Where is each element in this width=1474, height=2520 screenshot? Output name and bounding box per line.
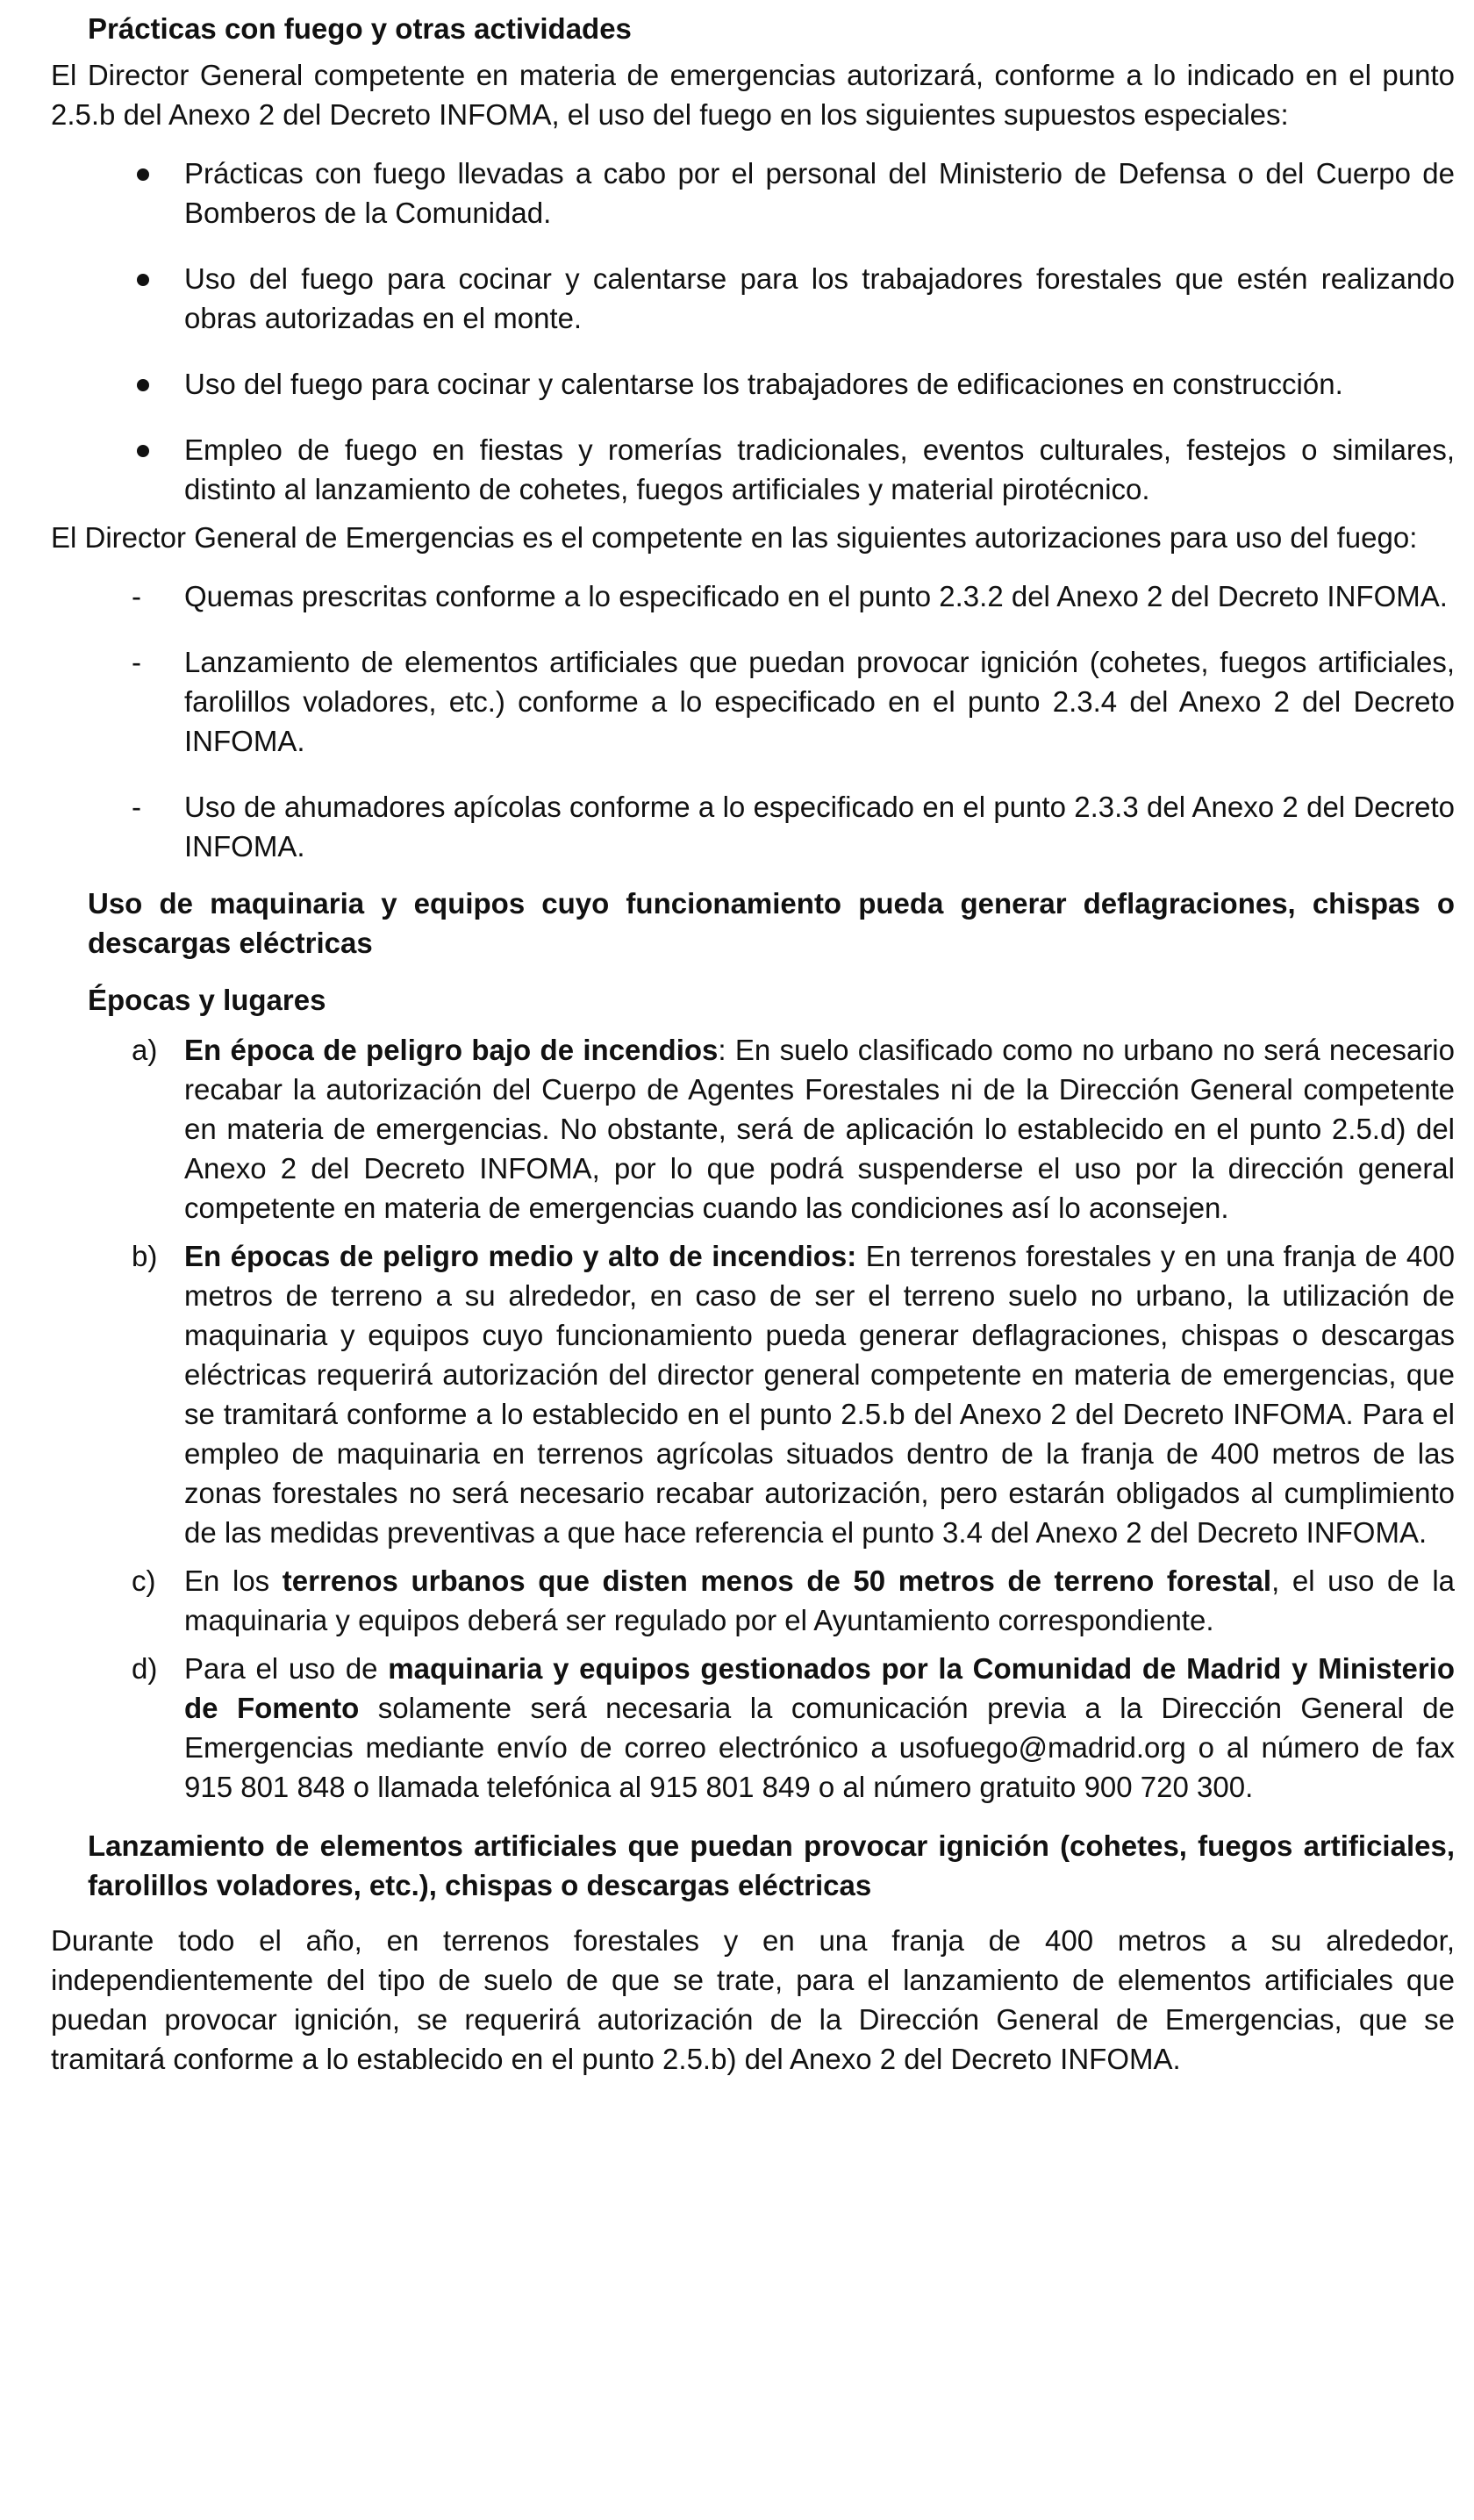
bullet-list — [51, 154, 1455, 509]
bullet-text: Prácticas con fuego llevadas a cabo por el personal del Ministerio de Defensa o del Cuerpo de Bomberos de la Comunidad. — [184, 157, 1455, 229]
item-bold: maquinaria y equipos gestionados por la Comunidad de Madrid y Ministerio de Fomento — [184, 1652, 1456, 1724]
section-intro: El Director General competente en materia de emergencias autorizará, conforme a lo indicado en el punto 2.5.b del Anexo 2 del Decreto INFOMA, el uso del fuego en los siguientes supuestos especiales: — [51, 59, 1455, 131]
dash-text: Quemas prescritas conforme a lo especificado en el punto 2.3.2 del Anexo 2 del Decreto INFOMA. — [184, 580, 1448, 612]
dash-item — [51, 576, 1455, 616]
section-body-lanzamiento: Durante todo el año, en terrenos forestales y en una franja de 400 metros a su alrededor, independientemente del tipo de suelo de que se trate, para el lanzamiento de elementos artificiales que puedan provocar ignición, se requerirá autorización de la Dirección General de Emergencias, que se tramitará conforme a lo establecido en el punto 2.5.b) del Anexo 2 del Decreto INFOMA. — [51, 1924, 1455, 2075]
bullet-icon — [137, 274, 149, 286]
bullet-icon — [137, 379, 149, 391]
bullet-item — [51, 364, 1455, 404]
dash-text: Lanzamiento de elementos artificiales que puedan provocar ignición (cohetes, fuegos artificiales, farolillos voladores, etc.) conforme a lo especificado en el punto 2.3.4 del Anexo 2 del Decreto INFOMA. — [184, 646, 1455, 757]
bullet-text: Uso del fuego para cocinar y calentarse los trabajadores de edificaciones en construcción. — [184, 368, 1343, 400]
lettered-item — [51, 1649, 1455, 1807]
item-post: : En suelo clasificado como no urbano no será necesario recabar la autorización del Cuerpo de Agentes Forestales ni de la Dirección General competente en materia de emergencias. No obstante, será de aplicación lo establecido en el punto 2.5.d) del Anexo 2 del Decreto INFOMA, por lo que podrá suspenderse el uso por la dirección general competente en materia de emergencias cuando las condiciones así lo aconsejen. — [184, 1034, 1455, 1224]
section-heading-maquinaria: Uso de maquinaria y equipos cuyo funcionamiento pueda generar deflagraciones, chispas o descargas eléctricas — [88, 887, 1455, 959]
item-marker: a) — [132, 1034, 158, 1066]
dash-marker: - — [132, 791, 141, 823]
item-post: , el uso de la maquinaria y equipos deberá ser regulado por el Ayuntamiento correspondiente. — [184, 1564, 1456, 1636]
dash-item — [51, 787, 1455, 866]
dash-list — [51, 576, 1455, 866]
section-intro-2: El Director General de Emergencias es el competente en las siguientes autorizaciones para uso del fuego: — [51, 521, 1418, 554]
bullet-item — [51, 154, 1455, 233]
dash-marker: - — [132, 580, 141, 612]
lettered-list — [51, 1030, 1455, 1807]
bullet-text: Empleo de fuego en fiestas y romerías tradicionales, eventos culturales, festejos o similares, distinto al lanzamiento de cohetes, fuegos artificiales y material pirotécnico. — [184, 433, 1455, 505]
bullet-item — [51, 430, 1455, 509]
bullet-item — [51, 259, 1455, 338]
item-pre: En los — [184, 1564, 283, 1597]
section-heading-lanzamiento: Lanzamiento de elementos artificiales que puedan provocar ignición (cohetes, fuegos artificiales, farolillos voladores, etc.), chispas o descargas eléctricas — [88, 1829, 1455, 1901]
item-bold: En época de peligro bajo de incendios — [184, 1034, 719, 1066]
lettered-item — [51, 1561, 1455, 1640]
item-marker: b) — [132, 1240, 158, 1272]
item-bold: terrenos urbanos que disten menos de 50 metros de terreno forestal — [282, 1564, 1272, 1597]
dash-text: Uso de ahumadores apícolas conforme a lo especificado en el punto 2.3.3 del Anexo 2 del Decreto INFOMA. — [184, 791, 1455, 863]
bullet-icon — [137, 168, 149, 181]
item-marker: d) — [132, 1652, 158, 1685]
item-bold: En épocas de peligro medio y alto de incendios: — [184, 1240, 857, 1272]
dash-marker: - — [132, 646, 141, 678]
item-pre: Para el uso de — [184, 1652, 389, 1685]
section-heading-practicas: Prácticas con fuego y otras actividades — [88, 12, 632, 45]
item-post: solamente será necesaria la comunicación previa a la Dirección General de Emergencias mediante envío de correo electrónico a usofuego@madrid.org o al número de fax 915 801 848 o llamada telefónica al 915 801 849 o al número gratuito 900 720 300. — [184, 1692, 1455, 1803]
dash-item — [51, 642, 1455, 761]
lettered-item — [51, 1236, 1455, 1552]
subheading-epocas: Épocas y lugares — [88, 984, 326, 1016]
item-marker: c) — [132, 1564, 156, 1597]
bullet-text: Uso del fuego para cocinar y calentarse para los trabajadores forestales que estén realizando obras autorizadas en el monte. — [184, 262, 1455, 334]
item-post: En terrenos forestales y en una franja de 400 metros de terreno a su alrededor, en caso de ser el terreno suelo no urbano, la utilización de maquinaria y equipos cuyo funcionamiento pueda generar deflagraciones, chispas o descargas eléctricas requerirá autorización del director general competente en materia de emergencias, que se tramitará conforme a lo establecido en el punto 2.5.b del Anexo 2 del Decreto INFOMA. Para el empleo de maquinaria en terrenos agrícolas situados dentro de la franja de 400 metros de las zonas forestales no será necesario recabar autorización, pero estarán obligados al cumplimiento de las medidas preventivas a que hace referencia el punto 3.4 del Anexo 2 del Decreto INFOMA. — [184, 1240, 1455, 1549]
lettered-item — [51, 1030, 1455, 1228]
bullet-icon — [137, 445, 149, 457]
